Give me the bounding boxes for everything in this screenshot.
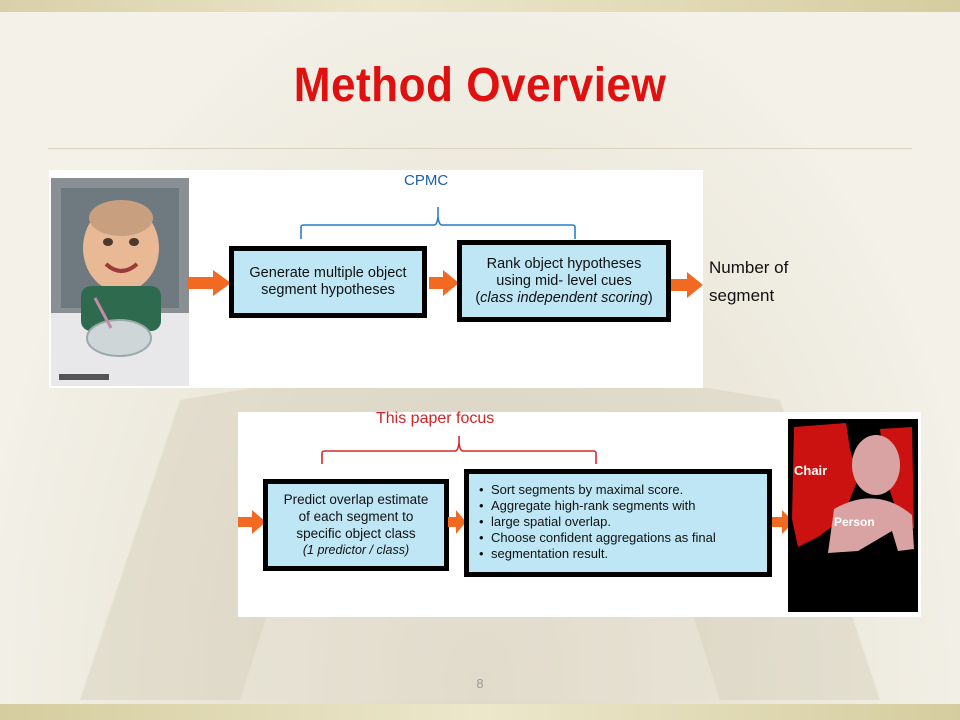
step-item-continued: • large spatial overlap. bbox=[477, 514, 716, 530]
step-item-continued: • segmentation result. bbox=[477, 546, 716, 562]
box-line-italic: (class independent scoring) bbox=[475, 289, 653, 306]
page-number: 8 bbox=[476, 676, 484, 691]
bottom-decorative-bar bbox=[0, 704, 960, 720]
predict-overlap-box bbox=[263, 479, 449, 571]
arrow-icon bbox=[429, 270, 459, 296]
italic-text: class independent scoring bbox=[480, 289, 648, 306]
box-line: Rank object hypotheses bbox=[486, 255, 642, 272]
number-of-segment-label bbox=[709, 254, 788, 310]
input-photo-baby bbox=[51, 178, 189, 386]
box-line: Generate multiple object bbox=[249, 265, 407, 281]
step-item: • Choose confident aggregations as final bbox=[477, 530, 716, 546]
box-line: specific object class bbox=[296, 526, 416, 541]
box-line: using mid- level cues bbox=[496, 272, 632, 289]
box-line: segment hypotheses bbox=[261, 282, 395, 298]
rank-hypotheses-box bbox=[457, 240, 671, 322]
aggregation-steps-list bbox=[477, 482, 716, 562]
arrow-icon bbox=[238, 510, 266, 534]
cpmc-label: CPMC bbox=[404, 172, 449, 189]
arrow-icon bbox=[187, 270, 231, 296]
generate-hypotheses-box bbox=[229, 246, 427, 318]
arrow-icon bbox=[671, 272, 703, 298]
label-line: Number of bbox=[709, 258, 789, 277]
top-pipeline-panel bbox=[49, 170, 703, 388]
top-decorative-bar bbox=[0, 0, 960, 12]
title-divider bbox=[48, 148, 912, 149]
aggregation-steps-box bbox=[464, 469, 772, 577]
step-item: • Aggregate high-rank segments with bbox=[477, 498, 716, 514]
this-paper-focus-label: This paper focus bbox=[376, 410, 495, 427]
step-item: • Sort segments by maximal score. bbox=[477, 482, 716, 498]
cpmc-bracket bbox=[300, 205, 576, 241]
slide-title: Method Overview bbox=[293, 59, 667, 112]
focus-bracket bbox=[321, 435, 597, 465]
person-label: Person bbox=[834, 515, 875, 529]
chair-label: Chair bbox=[794, 463, 828, 478]
label-line: segment bbox=[709, 286, 775, 305]
box-line: of each segment to bbox=[298, 509, 414, 524]
box-line-italic: (1 predictor / class) bbox=[302, 543, 410, 557]
segmentation-result-image bbox=[788, 419, 918, 612]
box-line: Predict overlap estimate bbox=[283, 492, 429, 507]
